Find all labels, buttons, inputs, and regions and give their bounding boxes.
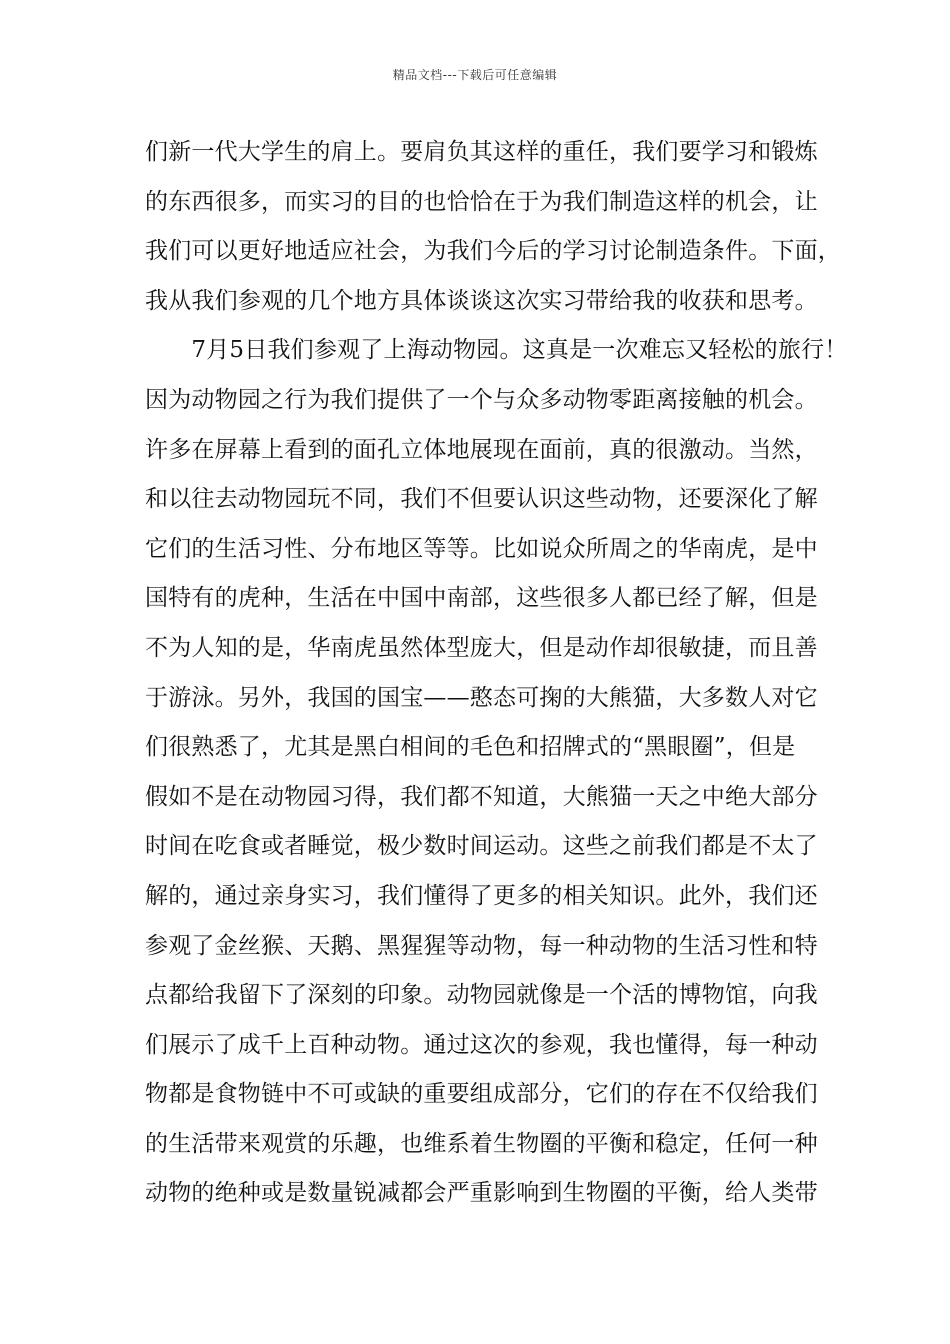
- text-line: 于游泳。另外，我国的国宝——憨态可掬的大熊猫，大多数人对它: [145, 684, 818, 711]
- text-line: 们很熟悉了，尤其是黑白相间的毛色和招牌式的“黑眼圈”，但是: [145, 734, 796, 761]
- text-line: 国特有的虎种，生活在中国中南部，这些很多人都已经了解，但是: [145, 585, 818, 612]
- text-line: 们展示了成千上百种动物。通过这次的参观，我也懂得，每一种动: [145, 1031, 818, 1058]
- text-line: 我从我们参观的几个地方具体谈谈这次实习带给我的收获和思考。: [145, 287, 818, 314]
- text-line: 点都给我留下了深刻的印象。动物园就像是一个活的博物馆，向我: [145, 982, 818, 1009]
- text-line: 因为动物园之行为我们提供了一个与众多动物零距离接触的机会。: [145, 386, 818, 413]
- text-line: 时间在吃食或者睡觉，极少数时间运动。这些之前我们都是不太了: [145, 833, 818, 860]
- text-line: 参观了金丝猴、天鹅、黑猩猩等动物，每一种动物的生活习性和特: [145, 932, 818, 959]
- page-header: 精品文档---下载后可任意编辑: [392, 68, 558, 82]
- text-line: 们新一代大学生的肩上。要肩负其这样的重任，我们要学习和锻炼: [145, 139, 818, 165]
- text-line: 假如不是在动物园习得，我们都不知道，大熊猫一天之中绝大部分: [145, 783, 818, 810]
- text-line: 动物的绝种或是数量锐减都会严重影响到生物圈的平衡，给人类带: [145, 1180, 818, 1207]
- text-line: 物都是食物链中不可或缺的重要组成部分，它们的存在不仅给我们: [145, 1081, 818, 1108]
- text-line: 我们可以更好地适应社会，为我们今后的学习讨论制造条件。下面，: [145, 238, 841, 265]
- text-line: 它们的生活习性、分布地区等等。比如说众所周之的华南虎，是中: [145, 535, 818, 562]
- text-line: 7月5日我们参观了上海动物园。这真是一次难忘又轻松的旅行！: [145, 337, 848, 364]
- document-body: [145, 128, 848, 1219]
- text-line: 的生活带来观赏的乐趣，也维系着生物圈的平衡和稳定，任何一种: [145, 1130, 818, 1157]
- text-line: 的东西很多，而实习的目的也恰恰在于为我们制造这样的机会，让: [145, 188, 818, 215]
- text-line: 不为人知的是，华南虎虽然体型庞大，但是动作却很敏捷，而且善: [145, 634, 818, 661]
- text-line: 许多在屏幕上看到的面孔立体地展现在面前，真的很激动。当然，: [145, 436, 818, 463]
- text-line: 和以往去动物园玩不同，我们不但要认识这些动物，还要深化了解: [145, 486, 818, 513]
- text-line: 解的，通过亲身实习，我们懂得了更多的相关知识。此外，我们还: [145, 882, 818, 909]
